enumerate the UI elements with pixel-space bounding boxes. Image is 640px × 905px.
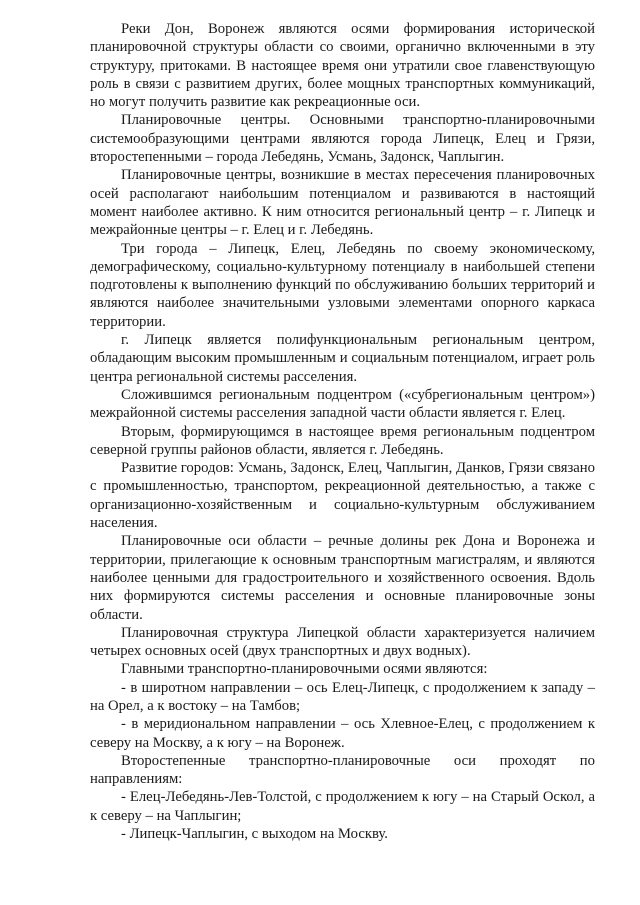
- list-item-latitudinal-axis: - в широтном направлении – ось Елец-Липецк, с продолжением к западу – на Орел, а к востоку – на Тамбов;: [90, 679, 595, 714]
- paragraph-lipetsk: г. Липецк является полифункциональным региональным центром, обладающим высоким промышленным и социальным потенциалом, играет роль центра региональной системы расселения.: [90, 332, 595, 385]
- paragraph-elets: Сложившимся региональным подцентром («субрегиональным центром») межрайонной системы расселения западной части области является г. Елец.: [90, 386, 595, 422]
- document-page: [90, 20, 595, 843]
- paragraph-planning-centers: Планировочные центры. Основными транспортно-планировочными системообразующими центрами являются города Липецк, Елец и Грязи, второстепенными – города Лебедянь, Усмань, Задонск, Чаплыгин.: [90, 112, 595, 166]
- paragraph-axis-intersections: Планировочные центры, возникшие в местах пересечения планировочных осей располагают наибольшим потенциалом и развиваются в настоящий момент наиболее активно. К ним относится региональный центр – г. Липецк и межрайонные центры – г. Елец и г. Лебедянь.: [90, 167, 595, 239]
- paragraph-main-axes-heading: Главными транспортно-планировочными осями являются:: [121, 661, 488, 678]
- list-item-meridional-axis: - в меридиональном направлении – ось Хлевное-Елец, с продолжением к северу на Москву, а к югу – на Воронеж.: [90, 716, 595, 751]
- paragraph-lebedyan: Вторым, формирующимся в настоящее время региональным подцентром северной группы районов области, является г. Лебедянь.: [90, 423, 595, 458]
- paragraph-rivers: Реки Дон, Воронеж являются осями формирования исторической планировочной структуры области со своими, органично включенными в эту структуру, притоками. В настоящее время они утратили свое главенствующую роль в связи с развитием других, более мощных транспортных коммуникаций, но могут получить развитие как рекреационные оси.: [90, 21, 595, 111]
- paragraph-city-development: Развитие городов: Усмань, Задонск, Елец, Чаплыгин, Данков, Грязи связано с промышленностью, транспортом, рекреационной деятельностью, а также с организационно-хозяйственным и социально-культурным обслуживанием населения.: [90, 460, 595, 532]
- list-item-elets-lebedyan-axis: - Елец-Лебедянь-Лев-Толстой, с продолжением к югу – на Старый Оскол, а к северу – на Чаплыгин;: [90, 789, 595, 824]
- paragraph-planning-axes: Планировочные оси области – речные долины рек Дона и Воронежа и территории, прилегающие к основным транспортным магистралям, и являются наиболее ценными для градостроительного и хозяйственного освоения. Вдоль них формируются системы расселения и основные планировочные зоны области.: [90, 533, 595, 623]
- paragraph-secondary-axes-heading: Второстепенные транспортно-планировочные оси проходят по направлениям:: [90, 752, 595, 788]
- paragraph-planning-structure: Планировочная структура Липецкой области характеризуется наличием четырех основных осей (двух транспортных и двух водных).: [90, 624, 595, 660]
- paragraph-three-cities: Три города – Липецк, Елец, Лебедянь по своему экономическому, демографическому, социально-культурному потенциалу в наибольшей степени подготовлены к выполнению функций по обслуживанию больших территорий и являются наиболее значительными узловыми элементами опорного каркаса территории.: [90, 240, 595, 330]
- list-item-lipetsk-chaplygin-axis: - Липецк-Чаплыгин, с выходом на Москву.: [121, 826, 388, 843]
